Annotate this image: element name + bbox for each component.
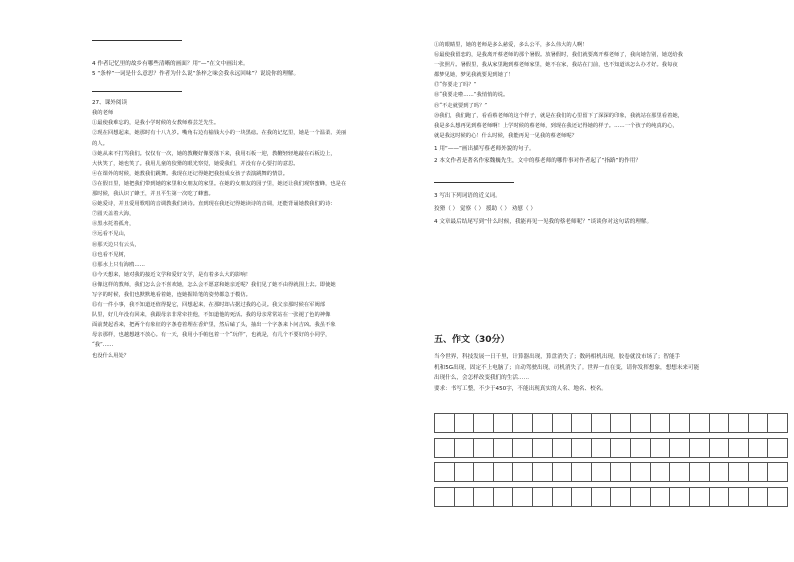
article-line: 母亲那样，也越想越不放心。有一天，我用小手帕包着一个“玩伴”，也就是，有几个不要好的小同学， bbox=[92, 332, 331, 339]
grid-cell[interactable] bbox=[768, 438, 788, 458]
grid-cell[interactable] bbox=[474, 462, 494, 482]
grid-cell[interactable] bbox=[455, 462, 475, 482]
grid-cell[interactable] bbox=[533, 462, 553, 482]
grid-cell[interactable] bbox=[592, 462, 612, 482]
question-r1: 1 用“——”画出描写蔡老师外貌的句子。 bbox=[434, 145, 535, 152]
article-body bbox=[92, 118, 408, 360]
grid-cell[interactable] bbox=[690, 413, 710, 433]
writing-grid[interactable] bbox=[434, 413, 788, 511]
grid-cell[interactable] bbox=[631, 438, 651, 458]
grid-cell[interactable] bbox=[494, 438, 514, 458]
article-line: 我是多么想再见到蔡老师啊！上学时候的蔡老师，到现在我还记得她的样子。……一个孩子的纯真的心， bbox=[434, 122, 678, 129]
grid-cell[interactable] bbox=[651, 487, 671, 507]
grid-cell[interactable] bbox=[768, 413, 788, 433]
grid-cell[interactable] bbox=[749, 438, 769, 458]
grid-row bbox=[434, 487, 788, 507]
grid-cell[interactable] bbox=[690, 462, 710, 482]
grid-cell[interactable] bbox=[710, 413, 730, 433]
grid-row bbox=[434, 462, 788, 482]
grid-cell[interactable] bbox=[533, 487, 553, 507]
grid-cell[interactable] bbox=[553, 413, 573, 433]
grid-cell[interactable] bbox=[611, 487, 631, 507]
grid-cell[interactable] bbox=[670, 413, 690, 433]
essay-prompt-line: 出现什么，会怎样改变我们的生活…… bbox=[434, 375, 530, 381]
grid-cell[interactable] bbox=[592, 438, 612, 458]
essay-prompt-line: 当今世界，科技发展一日千里，计算器出现，算盘消失了；数码相机出现，胶卷就没市场了；智能手 bbox=[434, 354, 681, 360]
grid-cell[interactable] bbox=[572, 413, 592, 433]
grid-cell[interactable] bbox=[749, 487, 769, 507]
grid-cell[interactable] bbox=[631, 487, 651, 507]
article-line: ⑰“你要走了吗？” bbox=[434, 82, 477, 89]
question-4: 4 作者记忆里的故乡有哪些清晰的画面？用“—”在文中画出来。 bbox=[92, 61, 249, 67]
essay-requirement: 要求：书写工整，不少于450字，不能出现真实的人名、地名、校名。 bbox=[434, 385, 607, 392]
article-line: ⑦圆天盖着大海， bbox=[92, 211, 135, 218]
article-line: ⑮有一件小事，我不知道还值得提它，回想起来，在那时却占据过我的心灵。我父亲那时候在军阀部 bbox=[92, 302, 326, 309]
grid-cell[interactable] bbox=[494, 487, 514, 507]
article-line: 大伙笑了，她也笑了。我用儿童的狡猾的眼光察觉，她爱我们，并没有存心要打的意思。 bbox=[92, 160, 299, 167]
grid-cell[interactable] bbox=[572, 438, 592, 458]
grid-cell[interactable] bbox=[455, 438, 475, 458]
article-line: ⑧黑水托着孤舟， bbox=[92, 221, 135, 228]
article-line: ②现在回想起来，她那时有十八九岁。嘴角右边有榆钱大小的一块黑痣。在我的记忆里，她是一个温柔、美丽 bbox=[92, 130, 347, 137]
question-r4: 4 文章最后结尾写到“什么时候，我能再见一见我的蔡老师呢？”谈谈你对这句话的理解。 bbox=[434, 219, 653, 226]
grid-cell[interactable] bbox=[513, 462, 533, 482]
article-title: 我的老师 bbox=[92, 110, 114, 117]
article-line: ①最使我难忘的，是我小学时候的女教师蔡芸芝先生。 bbox=[92, 120, 220, 127]
grid-cell[interactable] bbox=[474, 438, 494, 458]
grid-cell[interactable] bbox=[729, 487, 749, 507]
grid-cell[interactable] bbox=[670, 487, 690, 507]
grid-cell[interactable] bbox=[553, 487, 573, 507]
article-line: 就是我这时候的心！什么时候，我能再见一见我的蔡老师呢？ bbox=[434, 132, 578, 139]
article-line: “我”…… bbox=[92, 342, 114, 349]
article-line: ⑯最使我留恋的，是我离开蔡老师的那个暑假。放暑假时，我们就要离开蔡老师了，我向她告别，她送给我 bbox=[434, 52, 683, 59]
article-line: ④在课外的时候，她教我们跳舞。我现在还记得她把我扮成女孩子表演跳舞的情景。 bbox=[92, 170, 288, 177]
grid-cell[interactable] bbox=[690, 438, 710, 458]
question-r2: 2 本文作者是著名作家魏巍先生，文中的蔡老师的哪件事对作者起了“指路”的作用？ bbox=[434, 158, 641, 165]
article-line: 都梦见她，梦见我就要见到她了！ bbox=[434, 72, 514, 79]
grid-cell[interactable] bbox=[592, 487, 612, 507]
grid-cell[interactable] bbox=[729, 438, 749, 458]
grid-cell[interactable] bbox=[631, 413, 651, 433]
article-line: 队里，好几年没有回来，我跟母亲非常牵挂他，不知道他的死活。我的母亲常常站在一张褪了色的神像 bbox=[92, 312, 331, 319]
article-line: 那时候，我认识了蜂王，并且平生第一次吃了蜂蜜。 bbox=[92, 191, 214, 198]
article-line: ⑪也看不见树， bbox=[92, 251, 130, 258]
question-5: 5 “条梓”一词是什么意思？作者为什么说“条梓之味会我永远回味”？说说你的理解。 bbox=[92, 71, 300, 78]
left-column bbox=[92, 40, 408, 361]
article-line: ①的眼睛里，她的老师是多么慈爱，多么公平，多么伟大的人啊！ bbox=[434, 42, 588, 48]
grid-cell[interactable] bbox=[553, 462, 573, 482]
grid-cell[interactable] bbox=[592, 413, 612, 433]
article-line: 一张照片。暑假里，我从家里跑到蔡老师家里，她不在家，我站在门前，也不知道该怎么办才好。我每夜 bbox=[434, 62, 678, 69]
grid-cell[interactable] bbox=[670, 462, 690, 482]
grid-cell[interactable] bbox=[553, 438, 573, 458]
grid-cell[interactable] bbox=[513, 438, 533, 458]
grid-cell[interactable] bbox=[729, 462, 749, 482]
article-line: ⑤在假日里，她把我们带到她的家里和女朋友的家里。在她的女朋友的园子里，她还让我们观察蜜蜂，也是在 bbox=[92, 180, 347, 187]
article-line: ⑲“不走就要到了吗？” bbox=[434, 102, 488, 109]
grid-cell[interactable] bbox=[710, 438, 730, 458]
article-line: ③她从来不打骂我们。仅仅有一次，她的教鞭好像要落下来，我用石板一迎，教鞭轻轻地敲在石板边上， bbox=[92, 150, 336, 157]
grid-cell[interactable] bbox=[494, 413, 514, 433]
grid-cell[interactable] bbox=[533, 413, 553, 433]
grid-cell[interactable] bbox=[455, 487, 475, 507]
grid-cell[interactable] bbox=[533, 438, 553, 458]
grid-cell[interactable] bbox=[455, 413, 475, 433]
grid-row bbox=[434, 438, 788, 458]
grid-cell[interactable] bbox=[710, 462, 730, 482]
essay-section-title: 五、作文（30分） bbox=[434, 335, 510, 345]
article-line: ⑩那天边只有云头， bbox=[92, 241, 140, 248]
article-line: ⑥她爱诗，并且爱用歌唱的音调教我们读诗。直到现在我还记得她读诗的音调，还能背诵她教我们的诗： bbox=[92, 201, 336, 208]
article-body-continued bbox=[434, 40, 786, 141]
grid-cell[interactable] bbox=[435, 487, 455, 507]
grid-cell[interactable] bbox=[611, 462, 631, 482]
answer-line bbox=[92, 40, 182, 41]
grid-cell[interactable] bbox=[572, 462, 592, 482]
article-line: ⑳我们，我们跑了，看看蔡老师的这个样子，就是在我们的心里留下了深深的印象，我就站在那里看着她， bbox=[434, 112, 683, 119]
grid-row bbox=[434, 413, 788, 433]
article-line: 的人。 bbox=[92, 140, 108, 147]
article-line: ⑨远看不见山， bbox=[92, 231, 130, 238]
grid-cell[interactable] bbox=[768, 487, 788, 507]
grid-cell[interactable] bbox=[651, 438, 671, 458]
reading-heading: 27、课外阅读 bbox=[92, 100, 128, 107]
grid-cell[interactable] bbox=[474, 413, 494, 433]
grid-cell[interactable] bbox=[435, 413, 455, 433]
article-line: ⑫那水上只有海鸥…… bbox=[92, 261, 145, 268]
article-line: 也没什么用处？ bbox=[92, 352, 130, 359]
grid-cell[interactable] bbox=[513, 413, 533, 433]
article-line: 写字的时候，我们也默默地看着她，连她握铅笔的姿势都急于模仿。 bbox=[92, 291, 251, 298]
grid-cell[interactable] bbox=[611, 413, 631, 433]
grid-cell[interactable] bbox=[670, 438, 690, 458]
grid-cell[interactable] bbox=[710, 487, 730, 507]
grid-cell[interactable] bbox=[749, 462, 769, 482]
grid-cell[interactable] bbox=[611, 438, 631, 458]
grid-cell[interactable] bbox=[651, 462, 671, 482]
article-line: ⑱“我要走啦……”我悄悄的说。 bbox=[434, 92, 509, 99]
right-column bbox=[434, 40, 786, 227]
grid-cell[interactable] bbox=[572, 487, 592, 507]
grid-cell[interactable] bbox=[651, 413, 671, 433]
grid-cell[interactable] bbox=[513, 487, 533, 507]
grid-cell[interactable] bbox=[494, 462, 514, 482]
article-line: ⑭像这样的教师，我们怎么会不喜欢她，怎么会不愿意和她亲近呢？我们见了她不由得就围上去。即使她 bbox=[92, 281, 336, 288]
grid-cell[interactable] bbox=[768, 462, 788, 482]
synonym-blanks: 狡猾（ ） 觉察（ ） 援助（ ） 劝慰（ ） bbox=[434, 206, 536, 213]
article-line: 面前焚起香来，把两个有象征的字条卷着埋在香炉里，然后磕了头，抽出一个字条来卜问吉凶。我虽不象 bbox=[92, 322, 336, 329]
grid-cell[interactable] bbox=[690, 487, 710, 507]
essay-prompt bbox=[434, 352, 786, 394]
article-line: ⑬今天想来，她对我的接近文学和爱好文学，是有着多么大的影响！ bbox=[92, 271, 251, 278]
answer-line bbox=[434, 182, 514, 183]
grid-cell[interactable] bbox=[729, 413, 749, 433]
grid-cell[interactable] bbox=[435, 438, 455, 458]
grid-cell[interactable] bbox=[474, 487, 494, 507]
question-r3: 3 写出下列词语的近义词。 bbox=[434, 193, 501, 200]
grid-cell[interactable] bbox=[631, 462, 651, 482]
answer-line bbox=[92, 91, 182, 92]
grid-cell[interactable] bbox=[435, 462, 455, 482]
essay-prompt-line: 机和5G出现，固定不上电脑了；自动驾驶出现，司机消失了。世界一直在变，请你发挥想象，想想未来可能 bbox=[434, 364, 700, 371]
grid-cell[interactable] bbox=[749, 413, 769, 433]
